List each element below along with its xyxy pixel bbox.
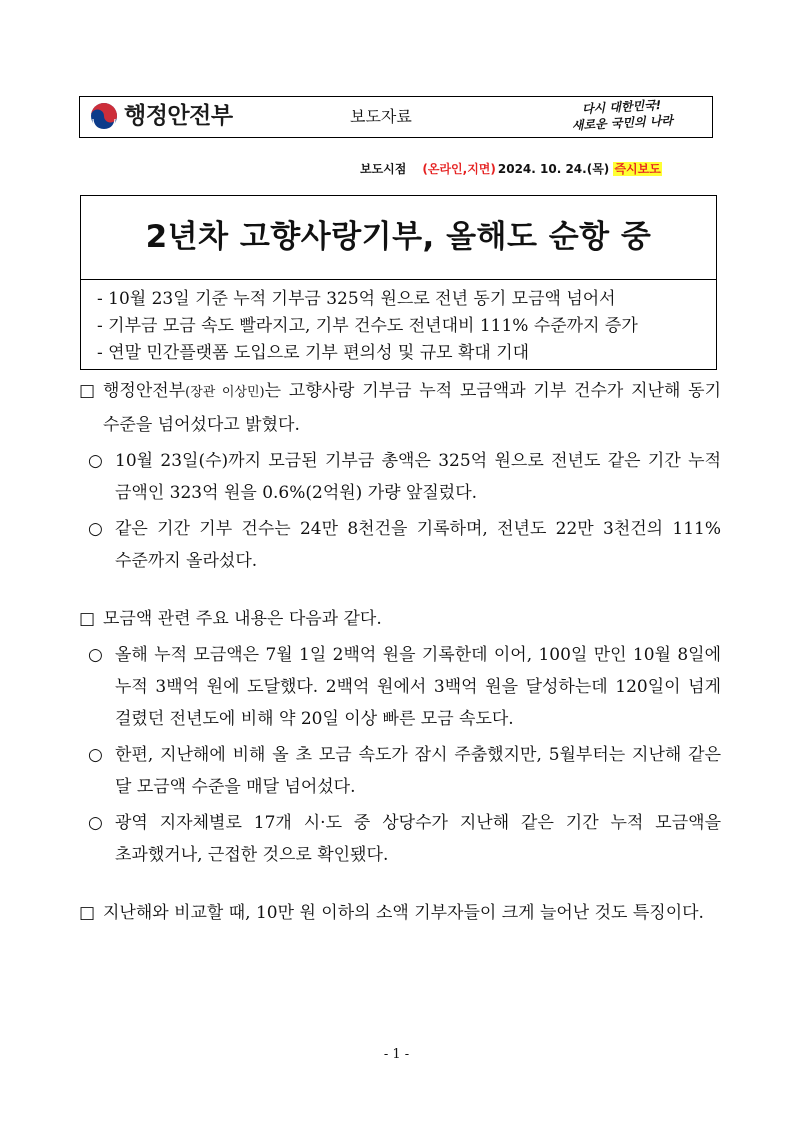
paragraph [79,375,721,441]
page-number: - 1 - [383,1047,410,1062]
sub-item-text: 한편, 지난해에 비해 올 초 모금 속도가 잠시 주춤했지만, 5월부터는 지난해 같은 달 모금액 수준을 매달 넘어섰다. [115,745,721,797]
paragraph [79,603,721,635]
immediate-release-badge: 즉시보도 [614,162,661,176]
title-area [81,196,716,280]
summary-item: - 기부금 모금 속도 빨라지고, 기부 건수도 전년대비 111% 수준까지 증가 [97,316,638,336]
slogan-line-1: 다시 대한민국! [581,97,662,117]
taegeuk-emblem-icon [90,102,118,130]
circle-bullet-icon: ○ [88,519,103,539]
square-bullet-icon: □ [79,381,96,401]
square-bullet-icon: □ [79,609,96,629]
circle-bullet-icon: ○ [88,813,103,833]
paragraph-text: 는 고향사랑 기부금 누적 모금액과 기부 건수가 지난해 동기 수준을 넘어섰다고 밝혔다. [103,381,721,435]
paragraph-lead: 행정안전부 [103,381,186,401]
minister-note: (장관 이상민) [185,385,265,400]
circle-bullet-icon: ○ [88,451,103,471]
sub-item [88,807,721,871]
release-timing [360,160,662,178]
summary-list [81,280,716,367]
summary-item: - 연말 민간플랫폼 도입으로 기부 편의성 및 규모 확대 기대 [97,343,530,363]
sub-item [88,513,721,577]
circle-bullet-icon: ○ [88,745,103,765]
title-box [80,195,717,370]
sub-item-text: 같은 기간 기부 건수는 24만 8천건을 기록하며, 전년도 22만 3천건의 111% 수준까지 올라섰다. [115,519,721,571]
paragraph-text: 모금액 관련 주요 내용은 다음과 같다. [103,609,382,629]
sub-item [88,445,721,509]
release-date: 2024. 10. 24.(목) [497,162,610,176]
sub-item-text: 광역 지자체별로 17개 시·도 중 상당수가 지난해 같은 기간 누적 모금액을 초과했거나, 근접한 것으로 확인됐다. [115,813,721,865]
doc-type-label: 보도자료 [350,107,412,126]
sub-item-text: 올해 누적 모금액은 7월 1일 2백억 원을 기록한데 이어, 100일 만인 10월 8일에 누적 3백억 원에 도달했다. 2백억 원에서 3백억 원을 달성하는데 120일이 넘게 걸렸던 전년도에 비해 약 20일 이상 빠른 모금 속도다. [115,645,721,729]
paragraph-text: 지난해와 비교할 때, 10만 원 이하의 소액 기부자들이 크게 늘어난 것도 특징이다. [103,903,704,923]
square-bullet-icon: □ [79,903,96,923]
header-box [79,96,713,138]
paragraph [79,897,721,929]
body-text [79,375,721,933]
sub-item-text: 10월 23일(수)까지 모금된 기부금 총액은 325억 원으로 전년도 같은 기간 누적 금액인 323억 원을 0.6%(2억원) 가량 앞질렀다. [115,451,721,503]
ministry-name: 행정안전부 [124,103,233,129]
release-label: 보도시점 [360,162,407,176]
sub-item [88,739,721,803]
release-media: (온라인,지면) [422,162,496,176]
slogan [541,95,702,135]
sub-item [88,639,721,735]
page-title: 2년차 고향사랑기부, 올해도 순항 중 [145,219,652,255]
slogan-line-2: 새로운 국민의 나라 [571,113,674,133]
summary-item: - 10월 23일 기준 누적 기부금 325억 원으로 전년 동기 모금액 넘어서 [97,289,616,309]
circle-bullet-icon: ○ [88,645,103,665]
